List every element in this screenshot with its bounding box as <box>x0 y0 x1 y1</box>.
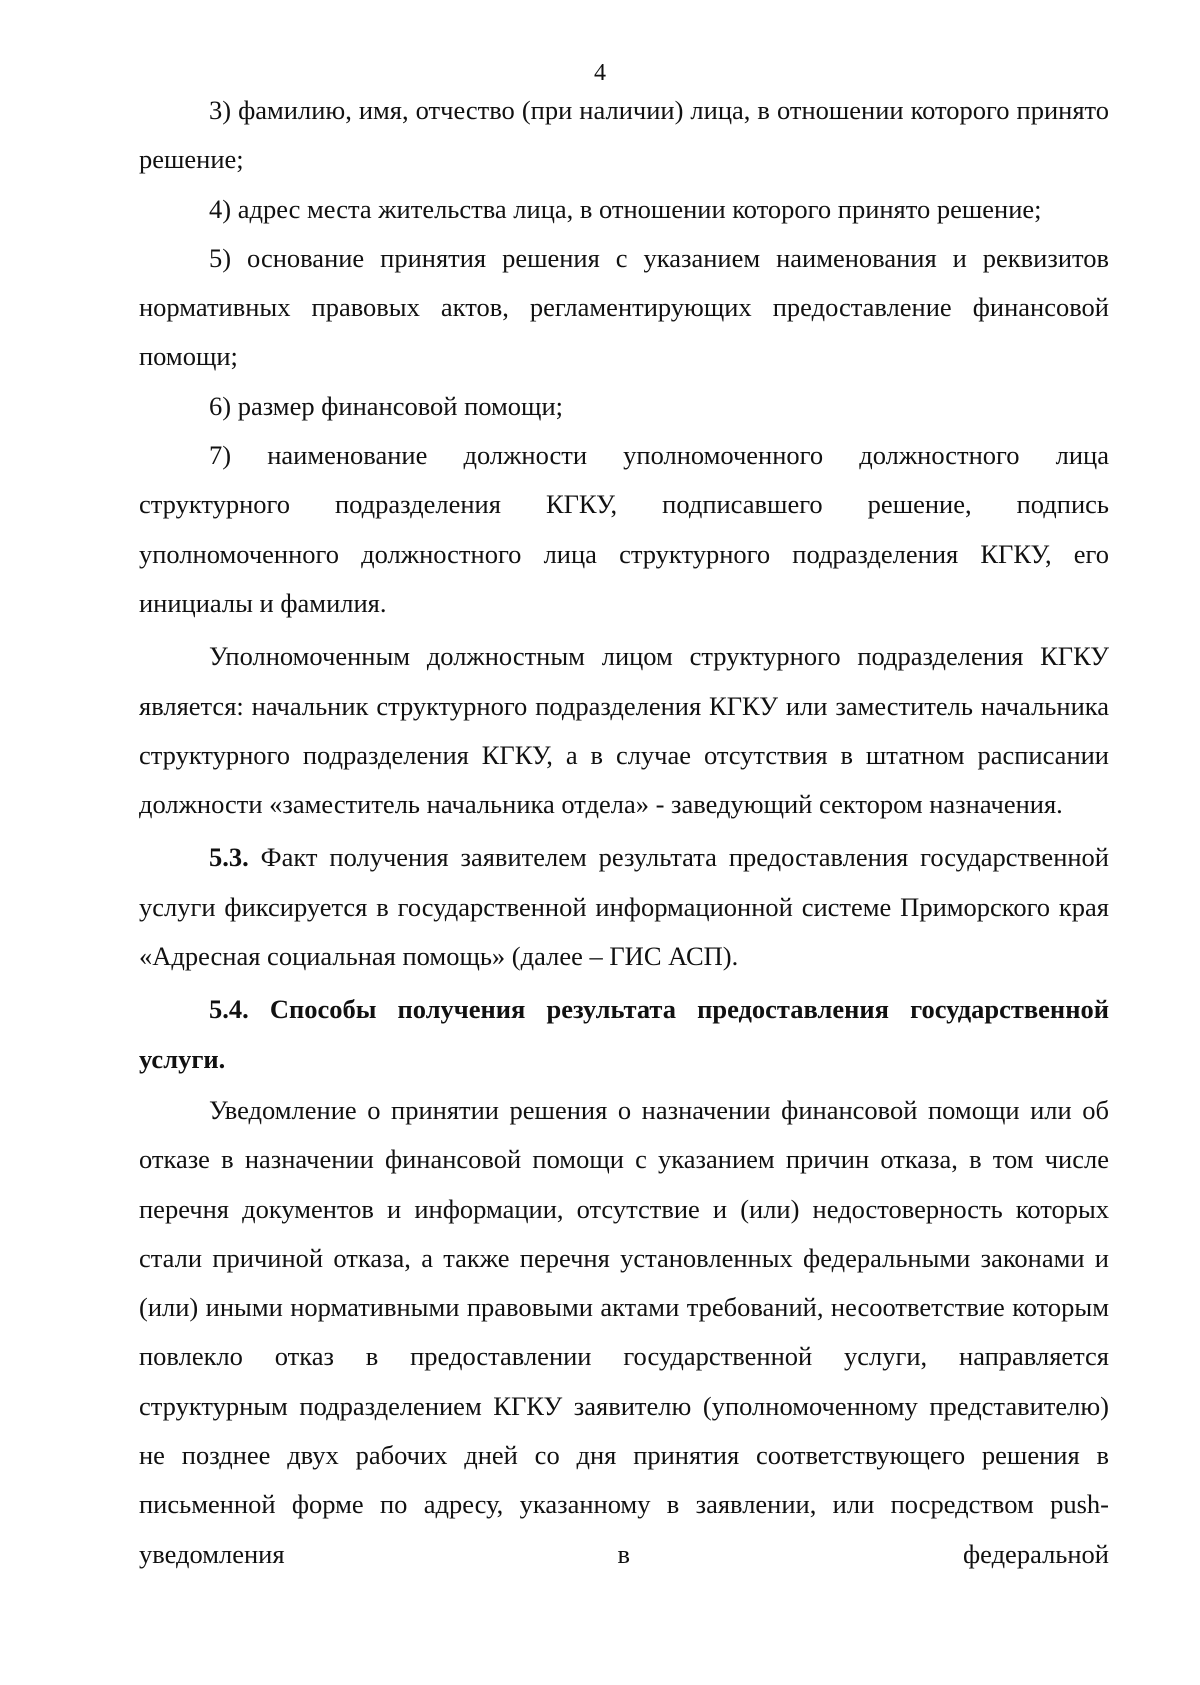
section-5-3-paragraph <box>139 833 1109 981</box>
notice-paragraph: Уведомление о принятии решения о назначении финансовой помощи или об отказе в назначении финансовой помощи с указанием причин отказа, в том числе перечня документов и информации, отсутствие и (или) недостоверность которых стали причиной отказа, а также перечня установленных федеральными законами и (или) иными нормативными правовыми актами требований, несоответствие которым повлекло отказ в предоставлении государственной услуги, направляется структурным подразделением КГКУ заявителю (уполномоченному представителю) не позднее двух рабочих дней со дня принятия соответствующего решения в письменной форме по адресу, указанному в заявлении, или посредством push-уведомления в федеральной <box>139 1094 1109 1569</box>
document-body <box>139 86 1109 1579</box>
item-3-full-name: 3) фамилию, имя, отчество (при наличии) лица, в отношении которого принято решение; <box>139 95 1109 175</box>
item-4-address: 4) адрес места жительства лица, в отношении которого принято решение; <box>209 193 1042 224</box>
section-5-3-text: Факт получения заявителем результата предоставления государственной услуги фиксируется в государственной информационной системе Приморского края «Адресная социальная помощь» (далее – ГИС АСП). <box>139 842 1109 972</box>
section-5-4-heading: 5.4. Способы получения результата предоставления государственной услуги. <box>139 994 1109 1074</box>
item-6-amount: 6) размер финансовой помощи; <box>209 390 563 421</box>
item-7-official: 7) наименование должности уполномоченного должностного лица структурного подразделения КГКУ, подписавшего решение, подпись уполномоченного должностного лица структурного подразделения КГКУ, его инициалы и фамилия. <box>139 440 1109 618</box>
section-5-3-number: 5.3. <box>209 842 249 873</box>
item-5-basis: 5) основание принятия решения с указанием наименования и реквизитов нормативных правовых актов, регламентирующих предоставление финансовой помощи; <box>139 242 1109 372</box>
authorized-official-paragraph: Уполномоченным должностным лицом структурного подразделения КГКУ является: начальник структурного подразделения КГКУ или заместитель начальника структурного подразделения КГКУ, а в случае отсутствия в штатном расписании должности «заместитель начальника отдела» - заведующий сектором назначения. <box>139 641 1109 820</box>
page-number: 4 <box>594 60 606 86</box>
